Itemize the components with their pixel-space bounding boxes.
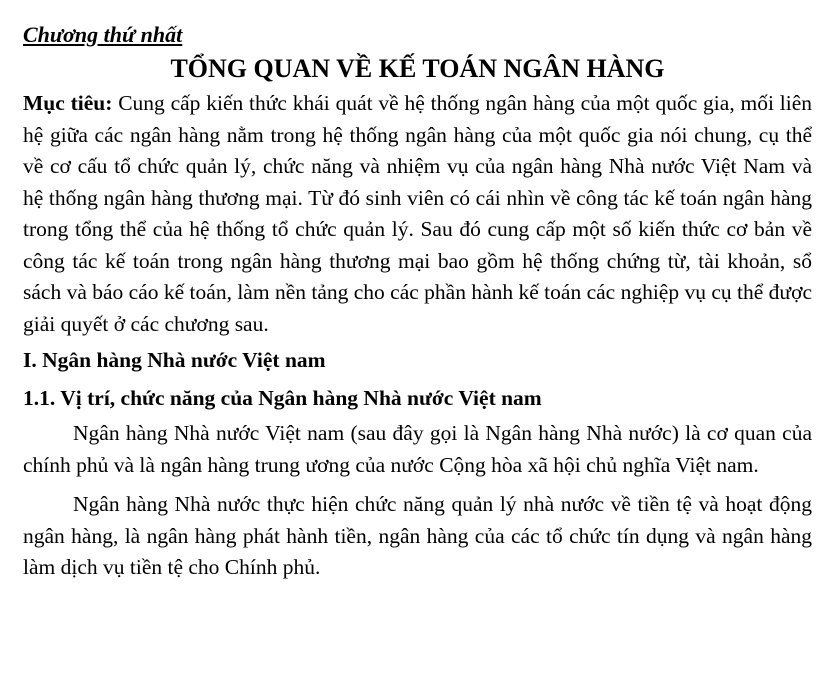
- section-heading: I. Ngân hàng Nhà nước Việt nam: [23, 348, 326, 372]
- objective-text: Cung cấp kiến thức khái quát về hệ thống ngân hàng của một quốc gia, mối liên hệ giữa các ngân hàng nằm trong hệ thống ngân hàng của một quốc gia nói chung, cụ thể về cơ cấu tổ chức quản lý, chức năng và nhiệm vụ của ngân hàng Nhà nước Việt Nam và hệ thống ngân hàng thương mại. Từ đó sinh viên có cái nhìn về công tác kế toán ngân hàng trong tổng thể của hệ thống tổ chức quản lý. Sau đó cung cấp một số kiến thức cơ bản về công tác kế toán trong ngân hàng thương mại bao gồm hệ thống chứng từ, tài khoản, sổ sách và báo cáo kế toán, làm nền tảng cho các phần hành kế toán các nghiệp vụ cụ thể được giải quyết ở các chương sau.: [23, 91, 812, 336]
- body-paragraph-2: Ngân hàng Nhà nước thực hiện chức năng quản lý nhà nước về tiền tệ và hoạt động ngân hàng, là ngân hàng phát hành tiền, ngân hàng của các tổ chức tín dụng và ngân hàng làm dịch vụ tiền tệ cho Chính phủ.: [23, 492, 812, 579]
- chapter-label: Chương thứ nhất: [23, 22, 183, 47]
- objective-paragraph: [23, 88, 812, 340]
- subsection-heading: 1.1. Vị trí, chức năng của Ngân hàng Nhà nước Việt nam: [23, 386, 542, 410]
- objective-lead: Mục tiêu:: [23, 91, 113, 115]
- body-paragraph-1: Ngân hàng Nhà nước Việt nam (sau đây gọi là Ngân hàng Nhà nước) là cơ quan của chính phủ và là ngân hàng trung ương của nước Cộng hòa xã hội chủ nghĩa Việt nam.: [23, 421, 812, 477]
- chapter-title: TỔNG QUAN VỀ KẾ TOÁN NGÂN HÀNG: [170, 54, 665, 83]
